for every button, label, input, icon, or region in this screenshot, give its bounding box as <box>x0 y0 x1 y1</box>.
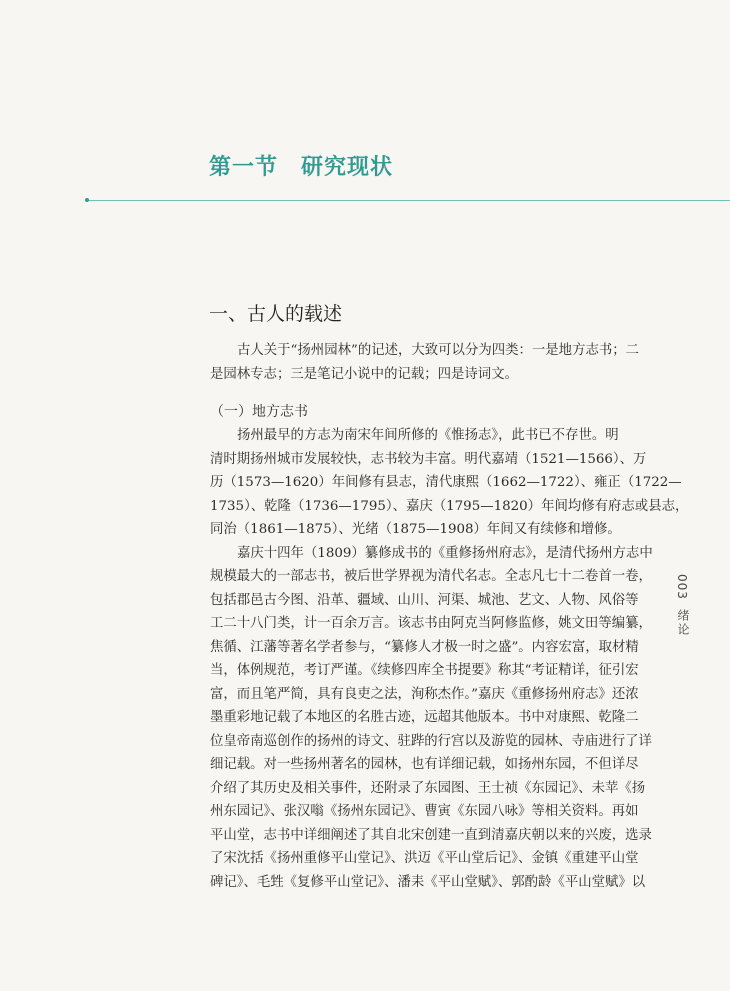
chapter-title: 第一节 研究现状 <box>209 155 394 180</box>
page-number: 003 <box>675 574 689 600</box>
body-line: 州东园记》、张汉嗡《扬州东园记》、曹寅《东园八咏》等相关资料。再如 <box>210 804 639 819</box>
body-line: 当，体例规范，考订严谨。《续修四库全书提要》称其“考证精详，征引宏 <box>210 663 639 678</box>
body-line: 清时期扬州城市发展较快，志书较为丰富。明代嘉靖（1521—1566）、万 <box>210 451 647 467</box>
intro-line: 是园林专志；三是笔记小说中的记载；四是诗词文。 <box>210 366 518 382</box>
intro-line: 古人关于“扬州园林”的记述，大致可以分为四类：一是地方志书；二 <box>237 343 640 358</box>
body-line: 富，而且笔严简，具有良吏之法，洵称杰作。”嘉庆《重修扬州府志》还浓 <box>210 686 639 702</box>
body-line: 位皇帝南巡创作的扬州的诗文、驻跸的行宫以及游览的园林、寺庙进行了详 <box>210 733 652 749</box>
body-line: 历（1573—1620）年间修有县志，清代康熙（1662—1722）、雍正（1722— <box>210 475 682 490</box>
body-line: 焦循、江藩等著名学者参与，“纂修人才极一时之盛”。内容宏富，取材精 <box>210 639 639 655</box>
section-heading: 一、古人的载述 <box>209 303 343 325</box>
body-line: 同治（1861—1875）、光绪（1875—1908）年间又有续修和增修。 <box>210 522 621 537</box>
body-line: 平山堂，志书中详细阐述了其自北宋创建一直到清嘉庆朝以来的兴废，选录 <box>210 827 652 843</box>
body-line: 碑记》、毛甡《复修平山堂记》、潘耒《平山堂赋》、郭酌龄《平山堂赋》以 <box>210 874 646 890</box>
subsection-heading: （一）地方志书 <box>210 404 308 420</box>
running-head: 绪论 <box>676 609 690 637</box>
body-line: 规模最大的一部志书，被后世学界视为清代名志。全志凡七十二卷首一卷， <box>210 569 652 584</box>
body-line: 工二十八门类，计一百余万言。该志书由阿克当阿修监修，姚文田等编纂， <box>210 616 652 631</box>
title-rule <box>87 200 730 201</box>
body-line: 了宋沈括《扬州重修平山堂记》、洪迈《平山堂后记》、金镇《重建平山堂 <box>210 851 639 866</box>
body-line: 细记载。对一些扬州著名的园林，也有详细记载，如扬州东园，不但详尽 <box>210 757 639 772</box>
body-line: 包括郡邑古今图、沿革、疆域、山川、河渠、城池、艺文、人物、风俗等 <box>210 592 639 608</box>
title-rule-dot <box>85 198 89 202</box>
body-line: 介绍了其历史及相关事件，还附录了东园图、王士祯《东园记》、未苹《扬 <box>210 780 646 796</box>
body-line: 墨重彩地记载了本地区的名胜古迹，远超其他版本。书中对康熙、乾隆二 <box>210 710 639 725</box>
intro-paragraph <box>210 339 640 386</box>
body-line: 扬州最早的方志为南宋年间所修的《惟扬志》，此书已不存世。明 <box>237 428 619 443</box>
body-line: 嘉庆十四年（1809）纂修成书的《重修扬州府志》，是清代扬州方志中 <box>237 545 653 561</box>
body-line: 1735）、乾隆（1736—1795）、嘉庆（1795—1820）年间均修有府志或县志， <box>210 498 689 514</box>
